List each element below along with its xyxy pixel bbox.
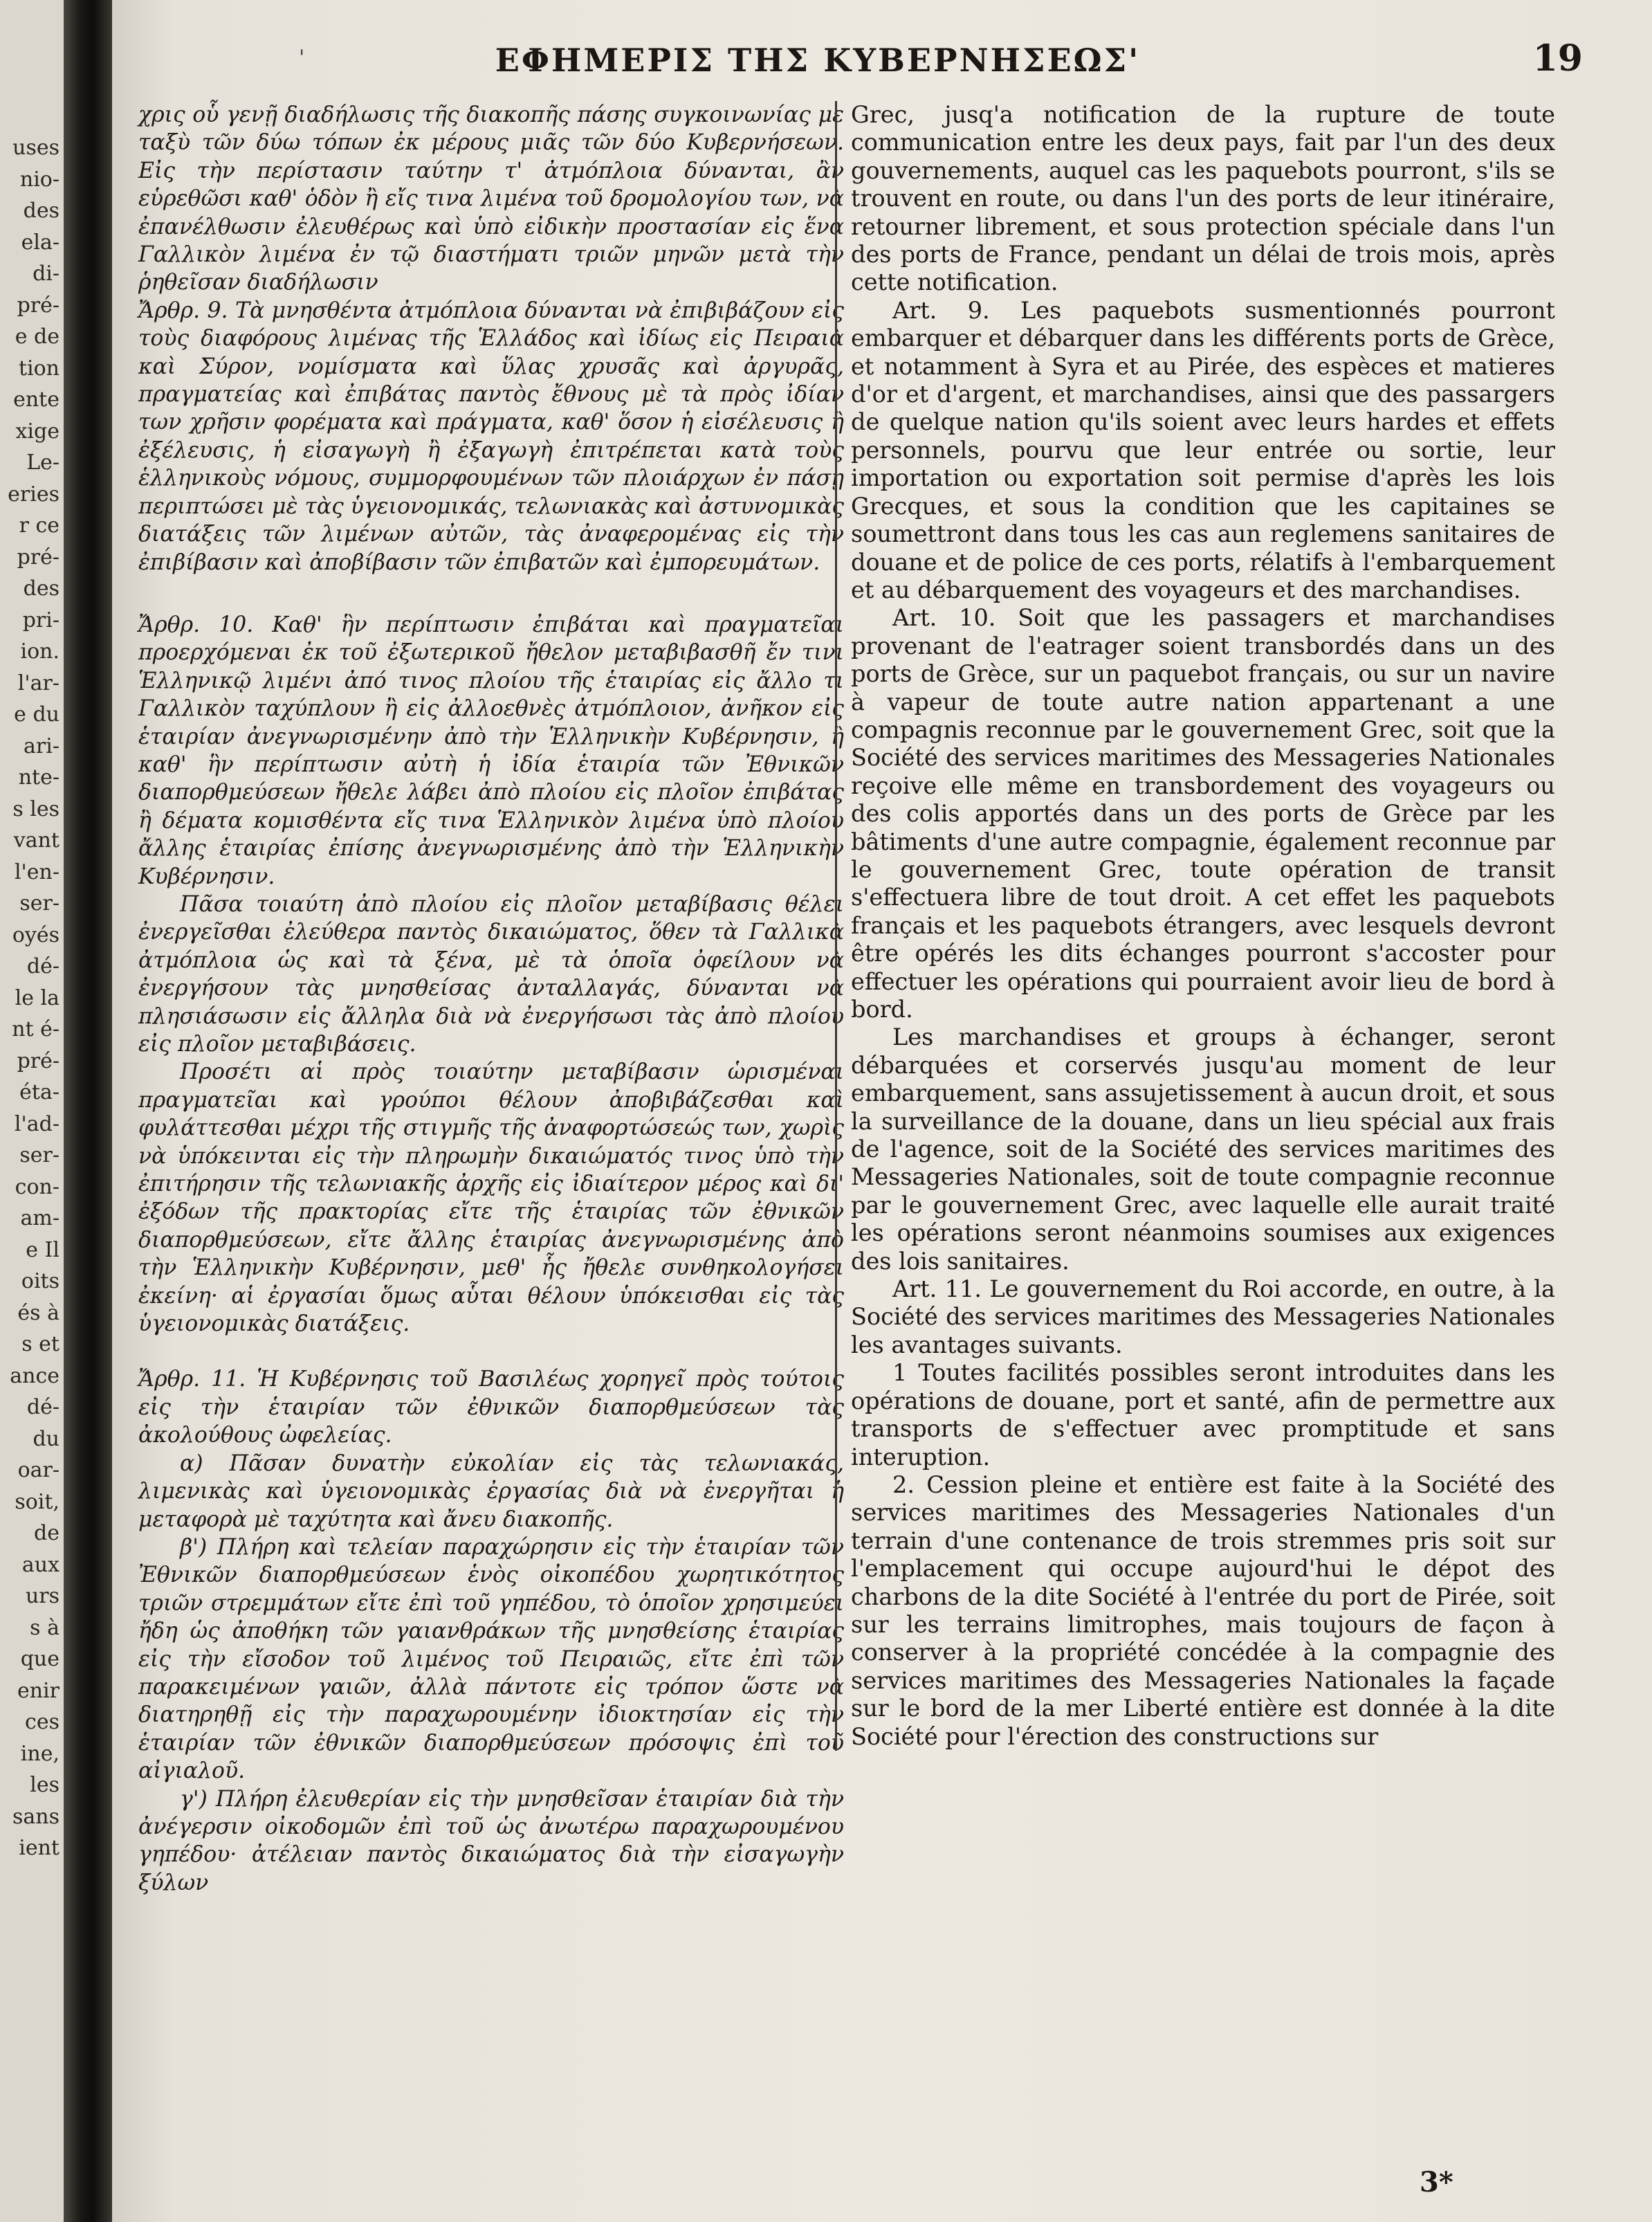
greek-para-5: Ἄρθρ. 11. Ἡ Κυβέρνησις τοῦ Βασιλέως χορηγεῖ πρὸς τούτοις εἰς τὴν ἑταιρίαν τῶν ἐθνικῶν διαπορθμεύσεων τὰς ἀκολούθους ὠφελείας.	[138, 1367, 844, 1448]
margin-fragment: ance	[10, 1363, 59, 1388]
margin-fragment: ente	[13, 388, 59, 412]
greek-para-1: Ἄρθρ. 9. Τὰ μνησθέντα ἀτμόπλοια δύνανται νὰ ἐπιβιβάζουν εἰς τοὺς διαφόρους λιμένας τῆς Ἑλλάδος καὶ ἰδίως εἰς Πειραιὰ καὶ Σύρον, νομίσματα καὶ ὕλας χρυσᾶς καὶ ἀργυρᾶς, πραγματείας καὶ ἐπιβάτας παντὸς ἔθνους μὲ τὰ πρὸς ἰδίαν των χρῆσιν φορέματα καὶ πράγματα, καθ' ὅσον ἡ εἰσέλευσις ἢ ἐξέλευσις, ἡ εἰσαγωγὴ ἢ ἐξαγωγὴ ἐπιτρέπεται κατὰ τοὺς ἑλληνικοὺς νόμους, συμμορφουμένων τῶν πλοιάρχων ἐν πάσῃ περιπτώσει μὲ τὰς ὑγειονομικάς, τελωνιακὰς καὶ ἀστυνομικὰς διατάξεις τῶν λιμένων αὐτῶν, τὰς ἀναφερομένας εἰς τὴν ἐπιβίβασιν καὶ ἀποβίβασιν τῶν ἐπιβατῶν καὶ ἐμπορευμάτων.	[138, 298, 845, 575]
margin-fragment: ces	[25, 1710, 59, 1734]
margin-fragment: enir	[17, 1678, 59, 1703]
margin-fragment: pré-	[17, 1048, 59, 1073]
margin-fragment: éta-	[19, 1080, 59, 1104]
margin-fragment: és à	[17, 1300, 59, 1325]
margin-fragment: oar-	[17, 1458, 59, 1482]
gazette-title: ΕΦΗΜΕΡΙΣ ΤΗΣ ΚΥΒΕΡΝΗΣΕΩΣ'	[495, 42, 1141, 79]
page-header	[112, 36, 1652, 91]
margin-fragment: vant	[13, 828, 59, 853]
margin-fragment: urs	[25, 1584, 59, 1608]
margin-fragment: e du	[14, 702, 59, 727]
margin-fragment: ient	[19, 1836, 59, 1860]
margin-fragment: des	[23, 199, 59, 223]
greek-para-2: Ἄρθρ. 10. Καθ' ἣν περίπτωσιν ἐπιβάται καὶ πραγματεῖαι προερχόμεναι ἐκ τοῦ ἐξωτερικοῦ ἤθελον μεταβιβασθῆ ἔν τινι Ἑλληνικῷ λιμένι ἀπό τινος πλοίου τῆς ἑταιρίας εἰς ἄλλο τι Γαλλικὸν ταχύπλουν ἢ εἰς ἀλλοεθνὲς ἀτμόπλοιον, ἀνῆκον εἰς ἑταιρίαν ἀνεγνωρισμένην ἀπὸ τὴν Ἑλληνικὴν Κυβέρνησιν, ἢ καθ' ἣν περίπτωσιν αὐτὴ ἡ ἰδία ἑταιρία τῶν Ἐθνικῶν διαπορθμεύσεων ἤθελε λάβει ἀπὸ πλοίου εἰς πλοῖον ἐπιβάτας ἢ δέματα κομισθέντα εἴς τινα Ἑλληνικὸν λιμένα ὑπὸ πλοίου ἄλλης ἑταιρίας ἐπίσης ἀνεγνωρισμένης ἀπὸ τὴν Ἑλληνικὴν Κυβέρνησιν.	[138, 612, 844, 889]
margin-fragment: nt é-	[12, 1017, 59, 1041]
margin-fragment: de	[34, 1521, 59, 1545]
margin-fragment: s et	[21, 1332, 59, 1356]
book-gutter	[64, 0, 112, 2222]
french-para-6: 2. Cession pleine et entière est faite à la Société des services maritimes des Messageries Nationales d'un terrain d'une contenance de trois stremmes pris soit sur l'emplacement qui occupe aujourd'hui le dépot des charbons de la dite Société à l'entrée du port de Pirée, soit sur les terrains limitrophes, mais toujours de façon à conserver à la propriété concédée à la compagnie des services maritimes des Messageries Nationales la façade sur le bord de la mer Liberté entière est donnée à la dite Société pour l'érection des constructions sur	[851, 1470, 1555, 1750]
margin-fragment: nte-	[18, 765, 59, 790]
margin-fragment: ion.	[20, 639, 59, 664]
page-number: 19	[1532, 37, 1583, 80]
margin-fragment: dé-	[26, 954, 59, 978]
margin-fragment: xige	[15, 419, 59, 444]
margin-fragment: r ce	[19, 513, 59, 538]
margin-fragment: l'ad-	[14, 1111, 59, 1136]
greek-para-3: Πᾶσα τοιαύτη ἀπὸ πλοίου εἰς πλοῖον μεταβίβασις θέλει ἐνεργεῖσθαι ἐλεύθερα παντὸς δικαιώματος, ὅθεν τὰ Γαλλικὰ ἀτμόπλοια ὡς καὶ τὰ ξένα, μὲ τὰ ὁποῖα ὀφείλουν νὰ ἐνεργήσουν τὰς μνησθείσας ἀνταλλαγάς, δύνανται νὰ πλησιάσωσιν εἰς ἄλληλα διὰ νὰ ἐνεργήσωσι τὰς ἀπὸ πλοίου εἰς πλοῖον μεταβιβάσεις.	[138, 891, 844, 1057]
margin-fragment: uses	[12, 136, 59, 160]
margin-fragment: ela-	[21, 230, 59, 255]
document-page	[112, 0, 1652, 2222]
french-para-0: Grec, jusq'a notification de la rupture de toute communication entre les deux pays, fait par l'un des deux gouvernements, auquel cas les paquebots pourront, s'ils se trouvent en route, ou dans l'un des ports de leur itinéraire, retourner librement, et sous protection spéciale dans l'un des ports de France, pendant un délai de trois mois, après cette notification.	[851, 101, 1555, 296]
margin-fragment: ari-	[24, 734, 59, 758]
header-tick: '	[299, 46, 305, 70]
margin-fragment: l'ar-	[17, 671, 59, 695]
margin-fragment: Le-	[26, 450, 59, 475]
margin-fragment: soit,	[15, 1489, 59, 1514]
margin-fragment: tion	[18, 356, 59, 381]
margin-fragment: le la	[15, 985, 59, 1010]
margin-fragment: aux	[21, 1552, 59, 1577]
french-para-5: 1 Toutes facilités possibles seront introduites dans les opérations de douane, port et santé, afin de permettre aux transports de s'effectuer avec promptitude et sans interuption.	[851, 1359, 1555, 1470]
greek-para-4: Προσέτι αἱ πρὸς τοιαύτην μεταβίβασιν ὡρισμέναι πραγματεῖαι καὶ γρούποι θέλουν ἀποβιβάζεσθαι καὶ φυλάττεσθαι μέχρι τῆς στιγμῆς τῆς ἀναφορτώσεώς των, χωρὶς νὰ ὑπόκεινται εἰς τὴν πληρωμὴν δικαιώματός τινος ὑπὸ τὴν ἐπιτήρησιν τῆς τελωνιακῆς ἀρχῆς εἰς ἰδιαίτερον μέρος καὶ δι' ἐξόδων τῆς πρακτορίας εἴτε τῆς ἑταιρίας τῶν ἐθνικῶν διαπορθμεύσεων, εἴτε ἄλλης ἑταιρίας ἀνεγνωρισμένης ἀπὸ τὴν Ἑλληνικὴν Κυβέρνησιν, μεθ' ἧς ἤθελε συνθηκολογήσει ἐκείνη· αἱ ἐργασίαι ὅμως αὗται θέλουν ὑπόκεισθαι εἰς τὰς ὑγειονομικὰς διατάξεις.	[138, 1059, 844, 1337]
margin-fragment: pré-	[17, 545, 59, 570]
margin-fragment: du	[33, 1426, 59, 1451]
margin-fragment: oyés	[12, 922, 59, 947]
margin-fragment: l'en-	[14, 859, 59, 884]
margin-fragment: pré-	[17, 293, 59, 318]
signature-mark: 3*	[1420, 2166, 1453, 2198]
french-para-4: Art. 11. Le gouvernement du Roi accorde, en outre, à la Société des services maritimes des Messageries Nationales les avantages suivants.	[851, 1275, 1555, 1358]
margin-fragment: oits	[21, 1269, 59, 1293]
margin-fragment: dé-	[26, 1395, 59, 1419]
french-column	[835, 101, 1555, 1751]
margin-fragment: ser-	[19, 891, 59, 916]
margin-fragment: s les	[12, 796, 59, 821]
margin-fragment: ine,	[20, 1741, 59, 1766]
margin-fragment: nio-	[19, 167, 59, 192]
french-para-1: Art. 9. Les paquebots susmentionnés pourront embarquer et débarquer dans les différents ports de Grèce, et notamment à Syra et au Pirée, des espèces et matieres d'or et d'argent, et marchandises, ainsi que des passargers de quelque nation qu'ils soient avec leurs hardes et effets personnels, pourvu que leur entrée ou sortie, leur importation ou exportation soit permise d'après les lois Grecques, et sous la condition que les capitaines se soumettront dans tous les cas aun reglemens sanitaires de douane et de police de ces ports, rélatifs à l'embarquement et au débarquement des voyageurs et des marchandises.	[851, 296, 1555, 603]
margin-fragment: pri-	[22, 608, 59, 632]
margin-fragment: que	[20, 1647, 59, 1671]
margin-fragment: les	[30, 1773, 59, 1797]
margin-fragment: ser-	[19, 1143, 59, 1167]
greek-para-7: β') Πλήρη καὶ τελείαν παραχώρησιν εἰς τὴν ἑταιρίαν τῶν Ἐθνικῶν διαπορθμεύσεων ἑνὸς οἰκοπέδου χωρητικότητος τριῶν στρεμμάτων εἴτε ἐπὶ τοῦ γηπέδου, τὸ ὁποῖον χρησιμεύει ἤδη ὡς ἀποθήκη τῶν γαιανθράκων τῆς μνησθείσης ἑταιρίας εἰς τὴν εἴσοδον τοῦ λιμένος τοῦ Πειραιῶς, εἴτε ἐπὶ τῶν παρακειμένων γαιῶν, ἀλλὰ πάντοτε εἰς τρόπον ὥστε νὰ διατηρηθῇ εἰς τὴν παραχωρουμένην ἰδιοκτησίαν εἰς τὴν ἑταιρίαν τῶν ἐθνικῶν διαπορθμεύσεων πρόσοψις ἐπὶ τοῦ αἰγιαλοῦ.	[138, 1534, 844, 1784]
french-para-3: Les marchandises et groups à échanger, seront débarquées et corservés jusqu'au moment de leur embarquement, sans assujetissement à aucun droit, et sous la surveillance de la douane, dans un lieu spécial aux frais de l'agence, soit de la Société des services maritimes des Messageries Nationales, soit de toute compagnie reconnue par le gouvernement Grec, avec laquelle elle aurait traité les opérations seront néanmoins soumises aux exigences des lois sanitaires.	[851, 1023, 1555, 1275]
margin-fragment: e de	[15, 325, 59, 349]
margin-fragment: eries	[8, 482, 59, 507]
greek-para-6: α) Πᾶσαν δυνατὴν εὐκολίαν εἰς τὰς τελωνιακάς, λιμενικὰς καὶ ὑγειονομικὰς ἐργασίας διὰ νὰ ἐνεργῆται ἡ μεταφορὰ μὲ ταχύτητα καὶ ἄνευ διακοπῆς.	[138, 1450, 844, 1532]
margin-fragment: am-	[20, 1206, 59, 1230]
margin-fragment: des	[23, 576, 59, 601]
margin-fragment: con-	[15, 1174, 59, 1199]
greek-para-8: γ') Πλήρη ἐλευθερίαν εἰς τὴν μνησθεῖσαν ἑταιρίαν διὰ τὴν ἀνέγερσιν οἰκοδομῶν ἐπὶ τοῦ ὡς ἀνωτέρω παραχωρουμένου γηπέδου· ἀτέλειαν παντὸς δικαιώματος διὰ τὴν εἰσαγωγὴν ξύλων	[138, 1786, 844, 1895]
french-para-2: Art. 10. Soit que les passagers et marchandises provenant de l'eatrager soient transbordés dans un des ports de Grèce, sur un paquebot français, ou sur un navire à vapeur de toute autre nation appartenant a une compagnis reconnue par le gouvernement Grec, soit que la Société des services maritimes des Messageries Nationales reçoive elle même en transbordement des voyageurs ou des colis apportés dans un des ports de Grèce par les bâtiments d'une autre compagnie, également reconnue par le gouvernement Grec, toute opération de transit s'effectuera libre de tout droit. A cet effet les paquebots français et les paquebots étrangers, avec lesquels devront être opérés les dits échanges pourront s'accoster pour effectuer les opérations qui pourraient avoir lieu de bord à bord.	[851, 604, 1555, 1023]
margin-fragment: e Il	[26, 1237, 59, 1262]
greek-para-0: χρις οὗ γενῇ διαδήλωσις τῆς διακοπῆς πάσης συγκοινωνίας με ταξὺ τῶν δύω τόπων ἐκ μέρους μιᾶς τῶν δύο Κυβερνήσεων. Εἰς τὴν περίστασιν ταύτην τ' ἀτμόπλοια δύνανται, ἂν εὑρεθῶσι καθ' ὁδὸν ἢ εἴς τινα λιμένα τοῦ δρομολογίου των, νὰ ἐπανέλθωσιν ἐλευθέρως καὶ ὑπὸ εἰδικὴν προστασίαν εἰς ἕνα Γαλλικὸν λιμένα ἐν τῷ διαστήματι τριῶν μηνῶν μετὰ τὴν ῥηθεῖσαν διαδήλωσιν	[138, 102, 844, 295]
margin-fragment: s à	[30, 1615, 59, 1640]
margin-fragment: sans	[12, 1804, 59, 1829]
margin-fragment: di-	[33, 262, 59, 286]
greek-column	[138, 101, 844, 1897]
previous-page-margin	[0, 0, 64, 2222]
